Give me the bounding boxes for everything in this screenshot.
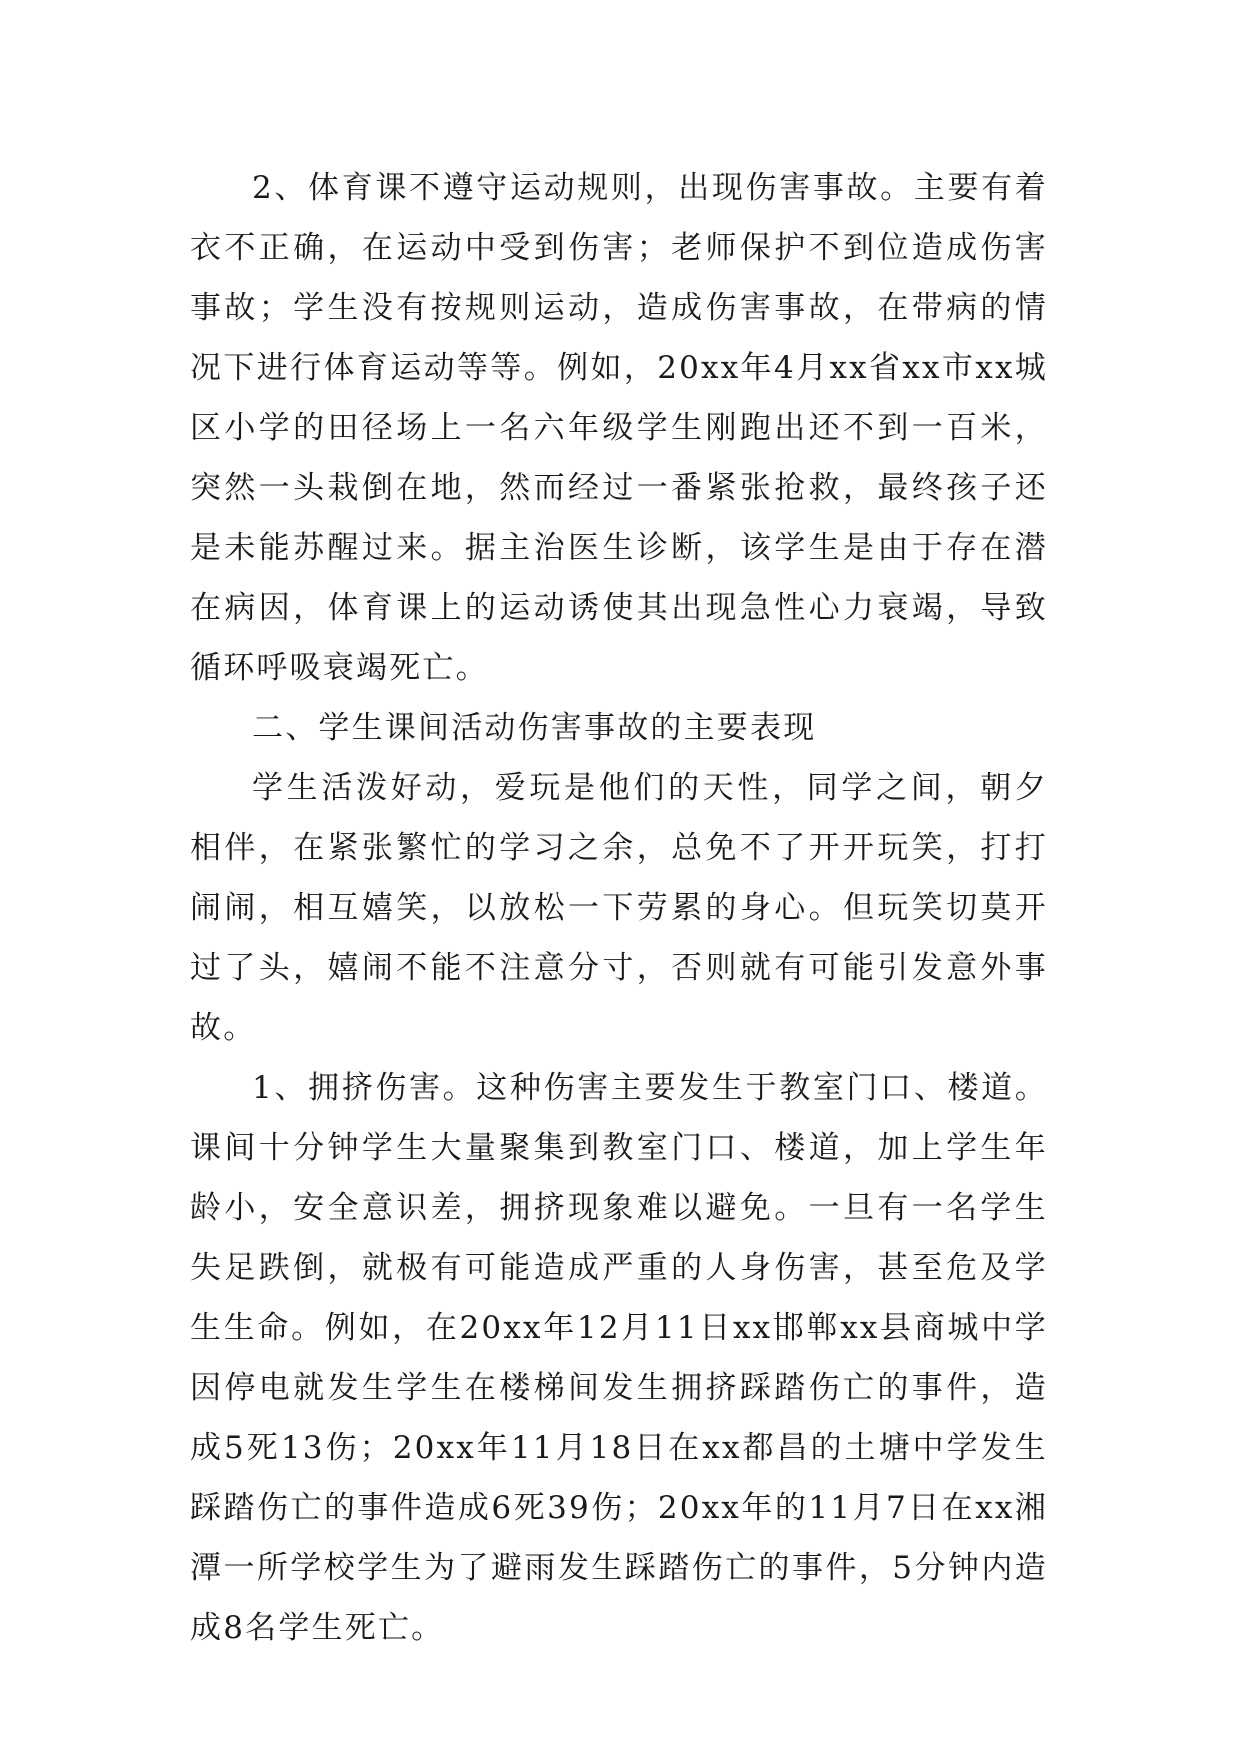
section-heading-recess-injury: 二、学生课间活动伤害事故的主要表现	[252, 710, 817, 746]
paragraph-recess-intro: 学生活泼好动，爱玩是他们的天性，同学之间，朝夕相伴，在紧张繁忙的学习之余，总免不了开开玩笑，打打闹闹，相互嬉笑，以放松一下劳累的身心。但玩笑切莫开过了头，嬉闹不能不注意分寸，否则就有可能引发意外事故。	[190, 770, 1048, 1046]
paragraph-sports-class-injury: 2、体育课不遵守运动规则，出现伤害事故。主要有着衣不正确，在运动中受到伤害；老师保护不到位造成伤害事故；学生没有按规则运动，造成伤害事故，在带病的情况下进行体育运动等等。例如，20xx年4月xx省xx市xx城区小学的田径场上一名六年级学生刚跑出还不到一百米，突然一头栽倒在地，然而经过一番紧张抢救，最终孩子还是未能苏醒过来。据主治医生诊断，该学生是由于存在潜在病因，体育课上的运动诱使其出现急性心力衰竭，导致循环呼吸衰竭死亡。	[190, 170, 1048, 686]
paragraph-crowding-injury: 1、拥挤伤害。这种伤害主要发生于教室门口、楼道。课间十分钟学生大量聚集到教室门口、楼道，加上学生年龄小，安全意识差，拥挤现象难以避免。一旦有一名学生失足跌倒，就极有可能造成严重的人身伤害，甚至危及学生生命。例如，在20xx年12月11日xx邯郸xx县商城中学因停电就发生学生在楼梯间发生拥挤踩踏伤亡的事件，造成5死13伤；20xx年11月18日在xx都昌的土塘中学发生踩踏伤亡的事件造成6死39伤；20xx年的11月7日在xx湘潭一所学校学生为了避雨发生踩踏伤亡的事件，5分钟内造成8名学生死亡。	[190, 1070, 1048, 1646]
document-body	[190, 158, 1048, 1658]
